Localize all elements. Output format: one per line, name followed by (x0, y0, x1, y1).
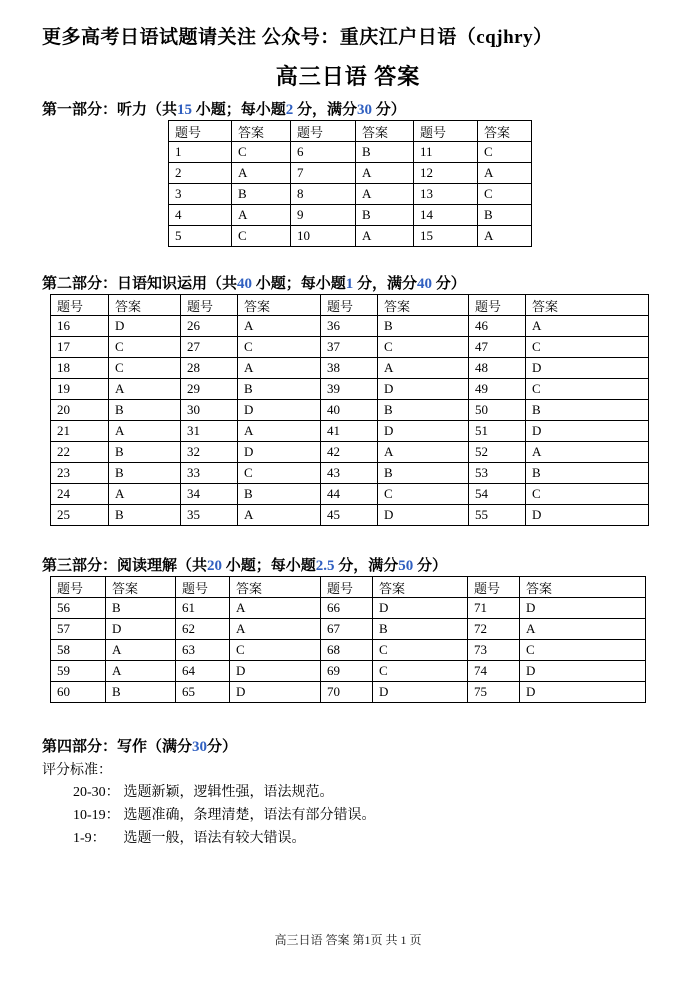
answer-cell: D (373, 682, 468, 703)
question-number-cell: 3 (169, 184, 232, 205)
heading-text: 分） (432, 276, 466, 292)
question-number-cell: 29 (181, 379, 238, 400)
answer-cell: C (232, 142, 291, 163)
table-header-row (51, 577, 646, 598)
question-number-cell: 65 (176, 682, 230, 703)
stat-number: 20 (207, 558, 223, 574)
stat-number: 2.5 (315, 558, 335, 574)
answer-cell: B (526, 400, 649, 421)
question-number-cell: 27 (181, 337, 238, 358)
answer-cell: A (378, 358, 469, 379)
question-number-cell: 43 (321, 463, 378, 484)
question-number-cell: 8 (291, 184, 356, 205)
heading-text: 分） (372, 102, 406, 118)
question-number-cell: 71 (468, 598, 520, 619)
answer-row (51, 379, 649, 400)
heading-text: 小题；每小题 (252, 276, 346, 292)
answer-cell: C (373, 661, 468, 682)
listening-answer-table (168, 120, 532, 247)
heading-text: 第四部分：写作（满分 (42, 739, 193, 755)
answer-row (51, 484, 649, 505)
answer-cell: C (238, 463, 321, 484)
question-number-cell: 30 (181, 400, 238, 421)
heading-text: 小题；每小题 (222, 558, 316, 574)
answer-cell: A (238, 316, 321, 337)
reading-answer-table (50, 576, 646, 703)
question-number-cell: 18 (51, 358, 109, 379)
question-number-cell: 16 (51, 316, 109, 337)
answer-row (51, 316, 649, 337)
answer-cell: A (378, 442, 469, 463)
criteria-label: 评分标准： (42, 763, 112, 778)
answer-cell: D (520, 661, 646, 682)
question-number-cell: 24 (51, 484, 109, 505)
page-footer: 高三日语 答案 第1页 共 1 页 (274, 933, 422, 947)
section-1-heading (42, 98, 406, 119)
answer-row (51, 640, 646, 661)
question-number-cell: 2 (169, 163, 232, 184)
criteria-item (73, 781, 376, 804)
score-range: 20-30： (73, 785, 120, 800)
stat-number: 30 (192, 739, 208, 755)
column-header: 题号 (51, 295, 109, 316)
question-number-cell: 22 (51, 442, 109, 463)
question-number-cell: 10 (291, 226, 356, 247)
answer-cell: C (478, 184, 532, 205)
answer-cell: A (109, 421, 181, 442)
column-header: 答案 (230, 577, 321, 598)
answer-cell: D (526, 421, 649, 442)
answer-cell: B (106, 682, 176, 703)
column-header: 答案 (232, 121, 291, 142)
answer-cell: D (373, 598, 468, 619)
answer-cell: A (238, 358, 321, 379)
answer-row (51, 619, 646, 640)
column-header: 题号 (176, 577, 230, 598)
question-number-cell: 19 (51, 379, 109, 400)
question-number-cell: 69 (321, 661, 373, 682)
answer-cell: A (520, 619, 646, 640)
section-4-heading (42, 735, 237, 756)
column-header: 题号 (291, 121, 356, 142)
question-number-cell: 34 (181, 484, 238, 505)
column-header: 题号 (468, 577, 520, 598)
section-3-heading (42, 554, 447, 575)
question-number-cell: 13 (414, 184, 478, 205)
answer-cell: D (106, 619, 176, 640)
stat-number: 1 (345, 276, 354, 292)
question-number-cell: 23 (51, 463, 109, 484)
question-number-cell: 33 (181, 463, 238, 484)
answer-cell: A (356, 226, 414, 247)
answer-cell: A (238, 505, 321, 526)
column-header: 答案 (109, 295, 181, 316)
question-number-cell: 45 (321, 505, 378, 526)
answer-cell: B (378, 316, 469, 337)
column-header: 题号 (321, 577, 373, 598)
score-range: 10-19： (73, 808, 120, 823)
answer-cell: C (526, 484, 649, 505)
column-header: 答案 (478, 121, 532, 142)
answer-row (169, 226, 532, 247)
answer-cell: B (109, 505, 181, 526)
question-number-cell: 70 (321, 682, 373, 703)
stat-number: 40 (417, 276, 433, 292)
stat-number: 2 (285, 102, 294, 118)
question-number-cell: 25 (51, 505, 109, 526)
answer-cell: D (230, 682, 321, 703)
answer-row (169, 205, 532, 226)
question-number-cell: 42 (321, 442, 378, 463)
column-header: 题号 (169, 121, 232, 142)
criteria-list (73, 781, 376, 850)
answer-cell: A (526, 316, 649, 337)
question-number-cell: 7 (291, 163, 356, 184)
score-description: 选题新颖，逻辑性强，语法规范。 (123, 785, 334, 800)
heading-text: 分，满分 (353, 276, 418, 292)
stat-number: 50 (398, 558, 414, 574)
criteria-item (73, 827, 376, 850)
table-header-row (169, 121, 532, 142)
question-number-cell: 60 (51, 682, 106, 703)
answer-cell: D (230, 661, 321, 682)
stat-number: 15 (177, 102, 193, 118)
answer-cell: B (109, 463, 181, 484)
column-header: 题号 (321, 295, 378, 316)
question-number-cell: 74 (468, 661, 520, 682)
question-number-cell: 47 (469, 337, 526, 358)
question-number-cell: 35 (181, 505, 238, 526)
answer-cell: B (356, 205, 414, 226)
answer-cell: A (109, 379, 181, 400)
question-number-cell: 75 (468, 682, 520, 703)
question-number-cell: 1 (169, 142, 232, 163)
question-number-cell: 51 (469, 421, 526, 442)
answer-row (51, 661, 646, 682)
question-number-cell: 53 (469, 463, 526, 484)
question-number-cell: 57 (51, 619, 106, 640)
question-number-cell: 40 (321, 400, 378, 421)
question-number-cell: 20 (51, 400, 109, 421)
answer-cell: A (356, 184, 414, 205)
answer-cell: B (373, 619, 468, 640)
heading-text: 小题；每小题 (192, 102, 286, 118)
answer-cell: A (478, 163, 532, 184)
column-header: 答案 (106, 577, 176, 598)
question-number-cell: 6 (291, 142, 356, 163)
knowledge-answer-table (50, 294, 649, 526)
question-number-cell: 62 (176, 619, 230, 640)
answer-row (51, 400, 649, 421)
heading-text: 第三部分：阅读理解（共 (42, 558, 208, 574)
answer-cell: B (356, 142, 414, 163)
heading-text: 分） (207, 739, 238, 755)
question-number-cell: 12 (414, 163, 478, 184)
column-header: 题号 (414, 121, 478, 142)
question-number-cell: 56 (51, 598, 106, 619)
answer-cell: A (238, 421, 321, 442)
question-number-cell: 73 (468, 640, 520, 661)
answer-cell: D (238, 400, 321, 421)
score-description: 选题一般，语法有较大错误。 (123, 831, 306, 846)
answer-cell: B (478, 205, 532, 226)
answer-row (51, 358, 649, 379)
heading-text: 分） (413, 558, 448, 574)
criteria-item (73, 804, 376, 827)
answer-cell: D (520, 682, 646, 703)
answer-cell: A (526, 442, 649, 463)
question-number-cell: 63 (176, 640, 230, 661)
question-number-cell: 55 (469, 505, 526, 526)
answer-cell: D (378, 379, 469, 400)
question-number-cell: 72 (468, 619, 520, 640)
answer-row (169, 142, 532, 163)
answer-cell: C (378, 337, 469, 358)
answer-cell: B (109, 442, 181, 463)
question-number-cell: 48 (469, 358, 526, 379)
question-number-cell: 49 (469, 379, 526, 400)
question-number-cell: 28 (181, 358, 238, 379)
answer-cell: A (230, 619, 321, 640)
answer-cell: B (232, 184, 291, 205)
question-number-cell: 17 (51, 337, 109, 358)
question-number-cell: 67 (321, 619, 373, 640)
answer-row (169, 184, 532, 205)
answer-cell: D (526, 505, 649, 526)
question-number-cell: 41 (321, 421, 378, 442)
score-range: 1-9： (73, 831, 106, 846)
answer-cell: B (109, 400, 181, 421)
answer-row (51, 682, 646, 703)
promo-header: 更多高考日语试题请关注 公众号：重庆江户日语（cqjhry） (42, 27, 553, 48)
column-header: 答案 (378, 295, 469, 316)
question-number-cell: 5 (169, 226, 232, 247)
answer-cell: C (230, 640, 321, 661)
column-header: 题号 (51, 577, 106, 598)
answer-cell: C (526, 379, 649, 400)
heading-text: 分，满分 (293, 102, 358, 118)
question-number-cell: 26 (181, 316, 238, 337)
answer-cell: C (109, 337, 181, 358)
answer-cell: B (378, 400, 469, 421)
answer-cell: A (230, 598, 321, 619)
question-number-cell: 66 (321, 598, 373, 619)
answer-row (51, 421, 649, 442)
answer-row (51, 505, 649, 526)
question-number-cell: 39 (321, 379, 378, 400)
question-number-cell: 52 (469, 442, 526, 463)
column-header: 答案 (520, 577, 646, 598)
column-header: 题号 (469, 295, 526, 316)
question-number-cell: 14 (414, 205, 478, 226)
answer-cell: A (478, 226, 532, 247)
answer-cell: C (109, 358, 181, 379)
answer-cell: D (378, 505, 469, 526)
question-number-cell: 38 (321, 358, 378, 379)
question-number-cell: 9 (291, 205, 356, 226)
section-2-heading (42, 272, 466, 293)
question-number-cell: 36 (321, 316, 378, 337)
answer-row (51, 442, 649, 463)
column-header: 题号 (181, 295, 238, 316)
stat-number: 30 (357, 102, 373, 118)
question-number-cell: 54 (469, 484, 526, 505)
page-title: 高三日语 答案 (275, 64, 421, 89)
answer-cell: A (232, 163, 291, 184)
answer-cell: A (106, 661, 176, 682)
answer-cell: D (109, 316, 181, 337)
question-number-cell: 21 (51, 421, 109, 442)
answer-cell: A (232, 205, 291, 226)
question-number-cell: 58 (51, 640, 106, 661)
answer-row (51, 463, 649, 484)
question-number-cell: 4 (169, 205, 232, 226)
answer-cell: D (526, 358, 649, 379)
question-number-cell: 15 (414, 226, 478, 247)
column-header: 答案 (526, 295, 649, 316)
question-number-cell: 68 (321, 640, 373, 661)
answer-cell: C (238, 337, 321, 358)
question-number-cell: 32 (181, 442, 238, 463)
answer-cell: B (106, 598, 176, 619)
column-header: 答案 (238, 295, 321, 316)
answer-cell: B (378, 463, 469, 484)
table-header-row (51, 295, 649, 316)
answer-cell: A (109, 484, 181, 505)
answer-cell: B (238, 484, 321, 505)
answer-row (169, 163, 532, 184)
answer-cell: D (520, 598, 646, 619)
answer-cell: C (526, 337, 649, 358)
answer-cell: D (238, 442, 321, 463)
heading-text: 分，满分 (334, 558, 399, 574)
question-number-cell: 44 (321, 484, 378, 505)
question-number-cell: 50 (469, 400, 526, 421)
column-header: 答案 (356, 121, 414, 142)
question-number-cell: 59 (51, 661, 106, 682)
answer-cell: B (526, 463, 649, 484)
answer-cell: C (478, 142, 532, 163)
score-description: 选题准确，条理清楚，语法有部分错误。 (123, 808, 376, 823)
answer-cell: C (378, 484, 469, 505)
answer-cell: A (106, 640, 176, 661)
answer-cell: C (232, 226, 291, 247)
answer-cell: A (356, 163, 414, 184)
heading-text: 第一部分：听力（共 (42, 102, 178, 118)
question-number-cell: 31 (181, 421, 238, 442)
answer-cell: B (238, 379, 321, 400)
column-header: 答案 (373, 577, 468, 598)
question-number-cell: 64 (176, 661, 230, 682)
answer-cell: C (373, 640, 468, 661)
question-number-cell: 37 (321, 337, 378, 358)
question-number-cell: 11 (414, 142, 478, 163)
answer-row (51, 337, 649, 358)
answer-row (51, 598, 646, 619)
stat-number: 40 (237, 276, 253, 292)
answer-cell: C (520, 640, 646, 661)
answer-cell: D (378, 421, 469, 442)
heading-text: 第二部分：日语知识运用（共 (42, 276, 238, 292)
question-number-cell: 46 (469, 316, 526, 337)
question-number-cell: 61 (176, 598, 230, 619)
